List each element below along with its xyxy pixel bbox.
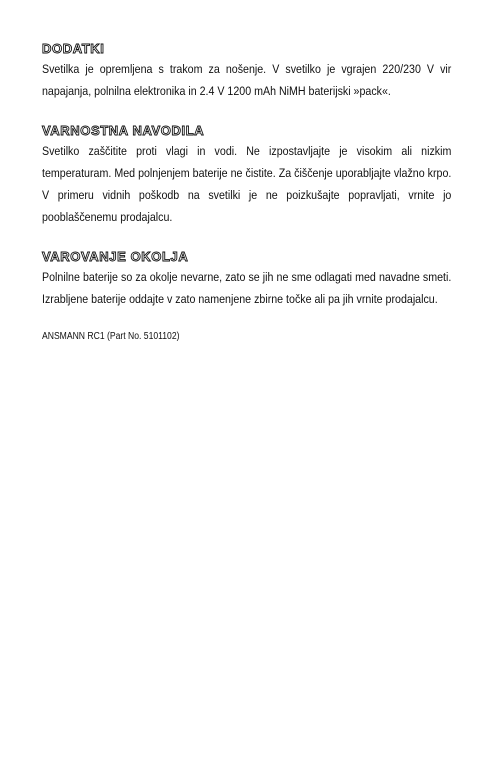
section-varovanje-okolja — [42, 248, 452, 310]
section-paragraph: Polnilne baterije so za okolje nevarne, zato se jih ne sme odlagati med navadne smeti. Izrabljene baterije oddajte v zato namenjene zbirne točke ali pa jih vrnite prodajalcu. — [42, 270, 452, 306]
section-heading: VAROVANJE OKOLJA — [42, 249, 189, 264]
section-paragraph: Svetilko zaščitite proti vlagi in vodi. Ne izpostavljajte je visokim ali nizkim temperaturam. Med polnjenjem baterije ne čistite. Za čiščenje uporabljajte vlažno krpo. V primeru vidnih poškodb na svetilki je ne poizkušajte popravljati, vrnite jo pooblaščenemu prodajalcu. — [42, 144, 452, 224]
product-reference: ANSMANN RC1 (Part No. 5101102) — [42, 331, 180, 342]
section-varnostna-navodila — [42, 122, 452, 228]
section-paragraph: Svetilka je opremljena s trakom za nošenje. V svetilko je vgrajen 220/230 V vir napajanja, polnilna elektronika in 2.4 V 1200 mAh NiMH baterijski »pack«. — [42, 62, 452, 98]
document-page — [42, 40, 452, 344]
section-heading: VARNOSTNA NAVODILA — [42, 123, 205, 138]
section-heading: DODATKI — [42, 41, 105, 56]
section-dodatki — [42, 40, 452, 102]
